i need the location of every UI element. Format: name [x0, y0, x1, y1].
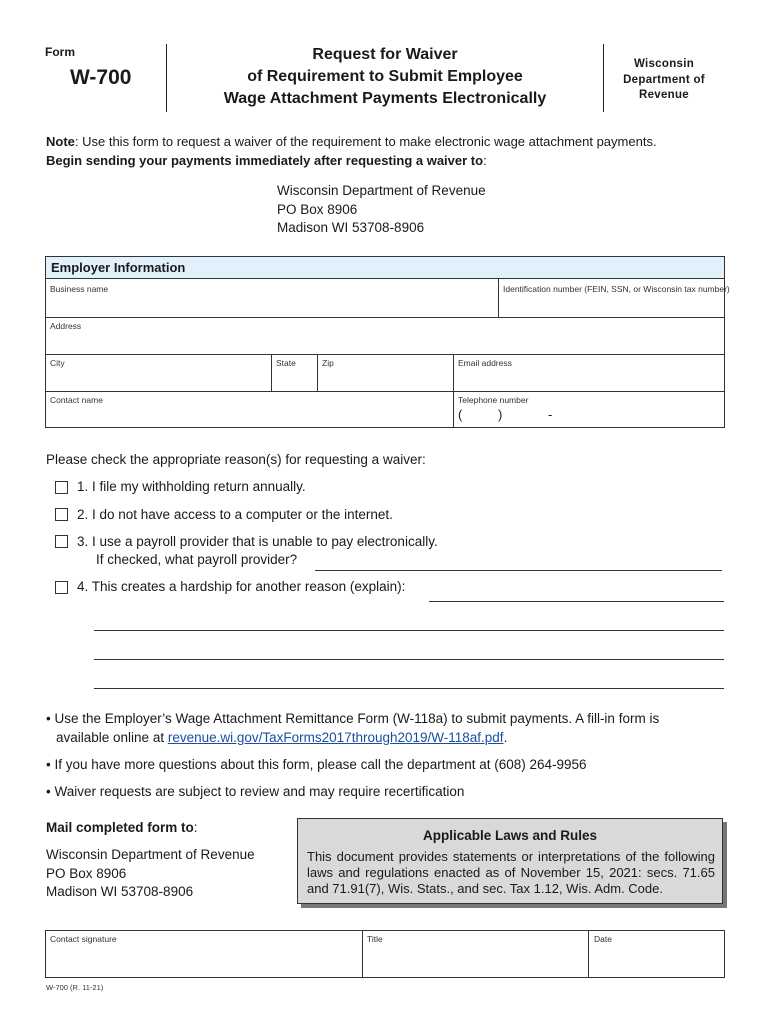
send-address — [277, 182, 486, 238]
mail-heading-text: Mail completed form to — [46, 820, 194, 835]
title-field[interactable] — [363, 944, 587, 976]
row-divider-2 — [45, 354, 725, 355]
address-field[interactable] — [46, 330, 724, 353]
business-name-label: Business name — [50, 284, 109, 294]
explain-line-1[interactable] — [429, 601, 724, 602]
phone-close-paren: ) — [498, 407, 503, 422]
header-divider-right — [603, 44, 604, 112]
explain-line-2[interactable] — [94, 630, 724, 631]
laws-body: This document provides statements or interpretations of the following laws and regulations enacted as of November 15, 2021: secs. 71.65 and 71.91(7), Wis. Stats., and sec. Tax 1.12, Wis. Adm. Code. — [307, 849, 715, 896]
payroll-provider-line[interactable] — [315, 570, 722, 571]
form-title — [170, 44, 600, 110]
state-field[interactable] — [272, 367, 316, 390]
reason-4-checkbox[interactable] — [55, 581, 68, 594]
phone-open-paren: ( — [458, 407, 463, 422]
bullet-w118a-line1: • Use the Employer’s Wage Attachment Remittance Form (W-118a) to submit payments. A fill-in form is — [46, 711, 660, 726]
id-number-field[interactable] — [499, 293, 724, 316]
mail-address — [46, 846, 255, 902]
mail-heading-colon: : — [193, 820, 198, 835]
city-label: City — [50, 358, 65, 368]
zip-label: Zip — [322, 358, 334, 368]
w118a-link[interactable]: revenue.wi.gov/TaxForms2017through2019/W-118af.pdf — [167, 730, 504, 745]
reason-3-checkbox[interactable] — [55, 535, 68, 548]
bullet-w118a-end: . — [503, 730, 508, 745]
explain-line-4[interactable] — [94, 688, 724, 689]
bullet-review: • Waiver requests are subject to review and may require recertification — [46, 784, 465, 799]
note-paragraph — [46, 132, 736, 170]
note-label: Note — [46, 134, 75, 149]
row-divider-3 — [45, 391, 725, 392]
note-colon: : — [483, 153, 487, 168]
mail-address-line2: PO Box 8906 — [46, 865, 127, 881]
email-field[interactable] — [454, 367, 724, 390]
bullet-questions: • If you have more questions about this form, please call the department at (608) 264-9956 — [46, 757, 587, 772]
form-revision: W-700 (R. 11-21) — [46, 983, 104, 992]
agency-name — [608, 57, 720, 104]
row-divider-1 — [45, 317, 725, 318]
agency-line3: Revenue — [638, 89, 690, 101]
reason-3-followup: If checked, what payroll provider? — [96, 552, 298, 567]
form-number: W-700 — [70, 66, 132, 89]
form-title-line3: Wage Attachment Payments Electronically — [223, 90, 547, 107]
agency-line2: Department of — [623, 73, 705, 86]
employer-info-header — [46, 257, 724, 279]
form-label: Form — [45, 45, 75, 59]
contact-name-label: Contact name — [50, 395, 103, 405]
date-label: Date — [594, 934, 612, 944]
mail-address-line3: Madison WI 53708-8906 — [46, 884, 194, 899]
form-title-line1: Request for Waiver — [312, 46, 458, 63]
header-divider-left — [166, 44, 167, 112]
email-label: Email address — [458, 358, 512, 368]
reasons-prompt: Please check the appropriate reason(s) for requesting a waiver: — [46, 452, 426, 467]
date-field[interactable] — [589, 944, 724, 976]
reason-2-checkbox[interactable] — [55, 508, 68, 521]
reason-4-label: 4. This creates a hardship for another reason (explain): — [77, 579, 406, 594]
reason-1-label: 1. I file my withholding return annually. — [77, 479, 306, 494]
explain-line-3[interactable] — [94, 659, 724, 660]
address-label: Address — [50, 321, 82, 331]
mail-heading — [46, 820, 198, 835]
business-name-field[interactable] — [46, 293, 497, 316]
send-address-line3: Madison WI 53708-8906 — [277, 220, 425, 235]
state-label: State — [276, 358, 296, 368]
employer-info-heading: Employer Information — [51, 260, 186, 275]
contact-signature-field[interactable] — [46, 944, 361, 976]
note-bold-text: Begin sending your payments immediately after requesting a waiver to — [46, 153, 484, 168]
telephone-label: Telephone number — [458, 395, 529, 405]
send-address-line2: PO Box 8906 — [277, 201, 358, 217]
zip-field[interactable] — [318, 367, 452, 390]
mail-address-line1: Wisconsin Department of Revenue — [46, 847, 255, 862]
reason-2-label: 2. I do not have access to a computer or the internet. — [77, 507, 393, 522]
city-field[interactable] — [46, 367, 270, 390]
bullet-w118a-line2: available online at — [56, 730, 165, 745]
send-address-line1: Wisconsin Department of Revenue — [277, 183, 486, 198]
note-text: : Use this form to request a waiver of the requirement to make electronic wage attachment payments. — [74, 134, 657, 149]
reason-1-checkbox[interactable] — [55, 481, 68, 494]
id-number-label: Identification number (FEIN, SSN, or Wisconsin tax number) — [503, 284, 730, 294]
contact-signature-label: Contact signature — [50, 934, 117, 944]
agency-line1: Wisconsin — [633, 58, 695, 70]
reason-3-label: 3. I use a payroll provider that is unable to pay electronically. — [77, 534, 438, 549]
contact-name-field[interactable] — [46, 404, 452, 427]
bullet-w118a — [46, 709, 726, 747]
title-label: Title — [367, 934, 383, 944]
telephone-field[interactable] — [454, 404, 724, 427]
phone-dash: - — [548, 407, 553, 422]
laws-title: Applicable Laws and Rules — [422, 828, 598, 843]
form-title-line2: of Requirement to Submit Employee — [247, 68, 523, 85]
